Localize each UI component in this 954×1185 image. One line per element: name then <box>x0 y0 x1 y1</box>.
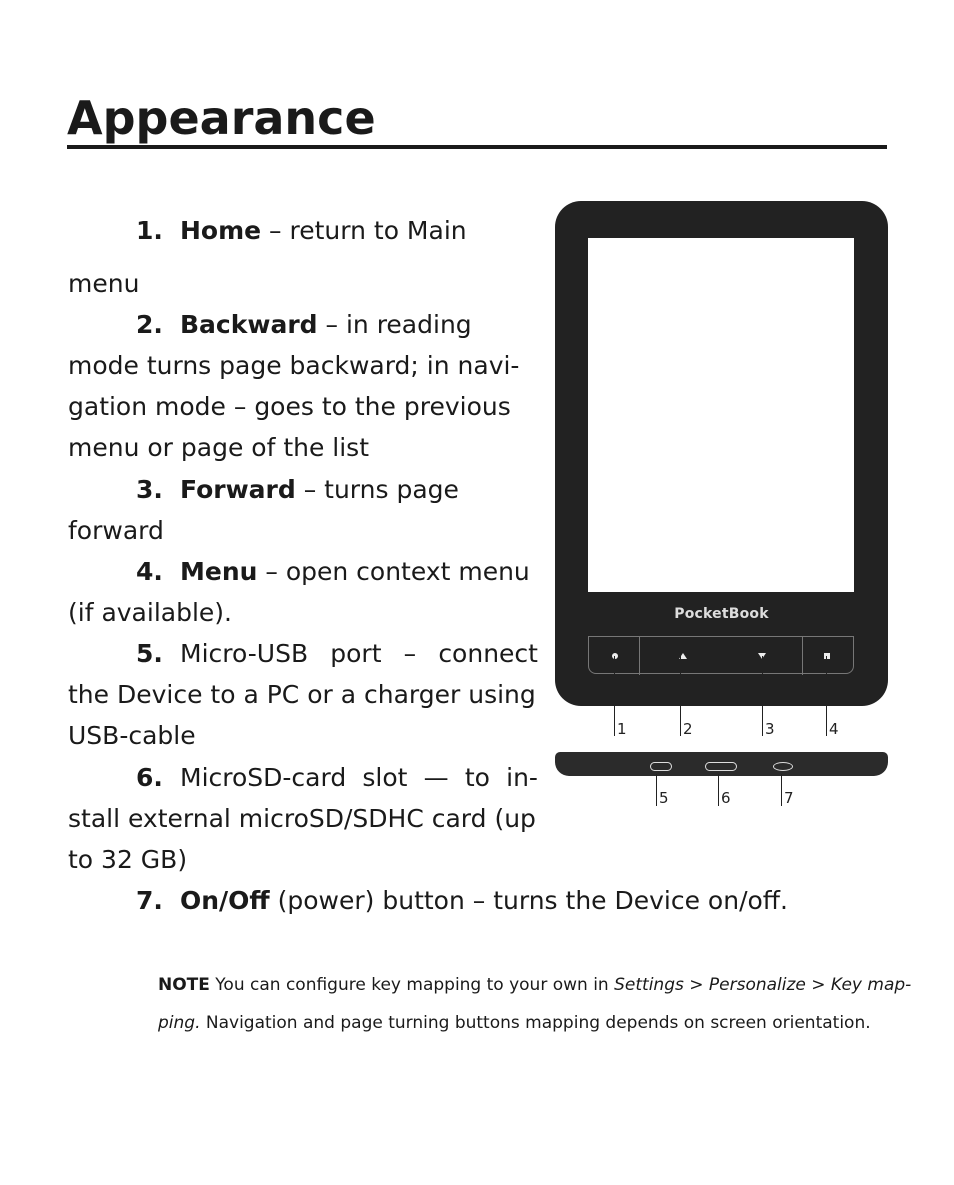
item-7 <box>68 885 788 917</box>
item-2-cont: gation mode – goes to the previous <box>68 392 511 421</box>
item-text: – in reading <box>317 310 472 339</box>
note-settings-path: Settings > Personalize > Key map- <box>614 975 912 995</box>
menu-button-icon <box>824 653 830 659</box>
note-text: Navigation and page turning buttons mapping depends on screen orientation. <box>200 1013 871 1033</box>
item-word: slot <box>362 763 408 792</box>
item-5 <box>136 638 538 670</box>
note-text: You can configure key mapping to your own in <box>209 975 615 995</box>
item-text: – return to Main <box>261 216 467 245</box>
item-3 <box>68 474 459 506</box>
item-text: – turns page <box>295 475 459 504</box>
note-label: NOTE <box>158 975 210 995</box>
item-label: Forward <box>180 475 296 504</box>
home-button-icon <box>612 653 618 659</box>
ereader-illustration <box>555 201 888 706</box>
device-bottom-edge <box>555 752 888 776</box>
item-word: in- <box>506 763 538 792</box>
item-5-cont: the Device to a PC or a charger using <box>68 680 536 709</box>
callout-label: 5 <box>659 789 669 807</box>
title-underline <box>67 145 887 149</box>
item-word: Micro-USB <box>180 639 309 668</box>
item-label: On/Off <box>180 886 270 915</box>
button-bar <box>588 636 854 674</box>
callout-label: 4 <box>829 720 839 738</box>
callout-label: 1 <box>617 720 627 738</box>
ereader-screen <box>588 238 854 592</box>
item-1-cont: menu <box>68 269 140 298</box>
item-word: — <box>423 763 449 792</box>
item-label: Backward <box>180 310 318 339</box>
item-number: 1. <box>136 216 163 245</box>
item-6-cont: to 32 GB) <box>68 845 188 874</box>
item-2 <box>68 309 472 341</box>
item-6 <box>136 762 538 794</box>
item-label: Menu <box>180 557 258 586</box>
item-word: port <box>330 639 382 668</box>
item-text: (power) button – turns the Device on/off. <box>269 886 788 915</box>
callout-label: 6 <box>721 789 731 807</box>
item-1 <box>68 215 467 247</box>
item-label: Home <box>180 216 262 245</box>
item-5-cont: USB-cable <box>68 721 196 750</box>
item-2-cont: mode turns page backward; in navi- <box>68 351 520 380</box>
item-number: 4. <box>136 557 163 586</box>
callout-label: 7 <box>784 789 794 807</box>
item-word: MicroSD-card <box>180 763 347 792</box>
item-number: 2. <box>136 310 163 339</box>
item-6-cont: stall external microSD/SDHC card (up <box>68 804 536 833</box>
note-line-2 <box>158 1012 871 1034</box>
item-2-cont: menu or page of the list <box>68 433 370 462</box>
note-line-1 <box>158 974 911 996</box>
brand-logo: PocketBook <box>674 606 769 622</box>
note-settings-path-cont: ping. <box>158 1013 201 1033</box>
power-button-icon <box>773 762 793 771</box>
item-word: – <box>403 639 417 668</box>
item-word: connect <box>438 639 538 668</box>
microsd-slot-icon <box>705 762 737 771</box>
item-4 <box>68 556 530 588</box>
item-text: – open context menu <box>257 557 530 586</box>
callout-label: 3 <box>765 720 775 738</box>
item-number: 3. <box>136 475 163 504</box>
page-title: Appearance <box>67 91 376 145</box>
item-3-cont: forward <box>68 516 164 545</box>
item-word: to <box>464 763 490 792</box>
callout-label: 2 <box>683 720 693 738</box>
item-number: 7. <box>136 886 163 915</box>
item-number: 5. <box>136 639 163 668</box>
usb-port-icon <box>650 762 672 771</box>
item-4-cont: (if available). <box>68 598 232 627</box>
item-number: 6. <box>136 763 163 792</box>
